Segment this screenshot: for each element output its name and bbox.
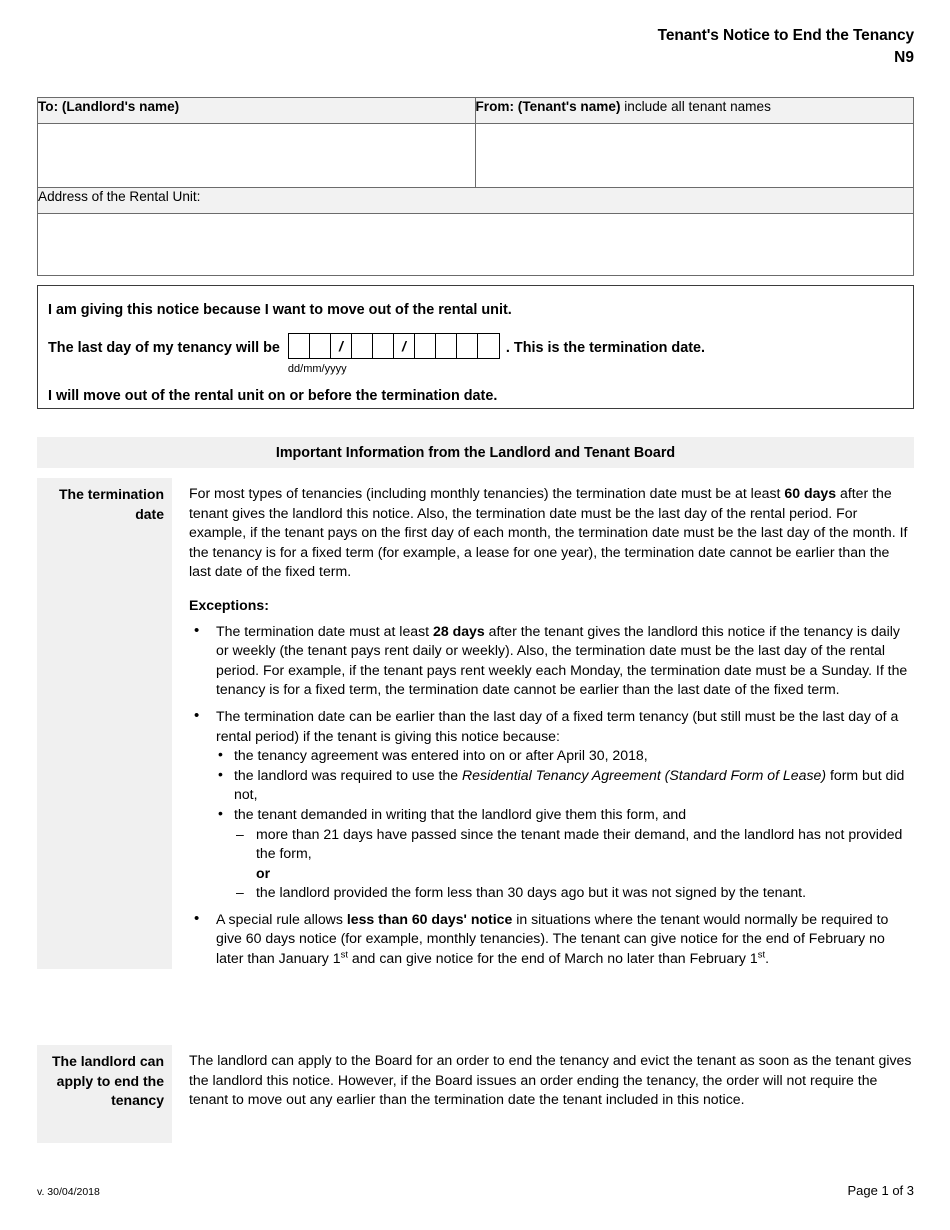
list-item-exception-3: [189, 910, 914, 969]
exception2-dash1-text: more than 21 days have passed since the tenant made their demand, and the landlord has not provided the form,: [256, 825, 903, 862]
termination-p1-bold: 60 days: [784, 485, 837, 501]
tenant-name-label-bold: From: (Tenant's name): [475, 99, 621, 114]
tenant-name-label-rest: include all tenant names: [620, 99, 771, 114]
exception1-t1: The termination date must at least: [216, 622, 433, 639]
list-item-exception-1: [189, 622, 914, 700]
exception1-t2: after the tenant gives the landlord this notice if the tenancy is daily or weekly (the tenant pays rent daily or weekly). Also, the termination date must be the last day of the rental period. For example, if the tenant pays rent weekly each Monday, the termination date must be a Sunday. If the tenancy is for a fixed term, the termination date cannot be earlier than the last date of the fixed term.: [216, 622, 908, 698]
notice-reason-line: I am giving this notice because I want to move out of the rental unit.: [48, 302, 512, 318]
exception3-sup-2: st: [757, 949, 766, 961]
list-item-exception2-sub-2: [216, 766, 914, 805]
date-year-cell-1[interactable]: [415, 334, 436, 358]
footer-page-number: Page 1 of 3: [847, 1183, 914, 1198]
date-day-cell-2[interactable]: [310, 334, 331, 358]
date-separator-1: /: [331, 334, 352, 358]
rental-address-field[interactable]: [38, 214, 914, 276]
exception1-bold: 28 days: [433, 622, 485, 639]
list-item-exception2-dash-1: [234, 825, 914, 884]
important-information-banner: Important Information from the Landlord and Tenant Board: [37, 437, 914, 468]
parties-table: [37, 97, 914, 276]
page-footer: [37, 1183, 914, 1198]
document-header: [658, 26, 914, 68]
tenant-name-label: [475, 98, 914, 124]
landlord-name-label-bold: To: (Landlord's name): [38, 99, 180, 114]
termination-date-row: [48, 333, 901, 377]
termination-date-input-group[interactable]: [288, 333, 500, 377]
exception2-sublist: [216, 746, 914, 903]
table-row-names-header: [38, 98, 914, 124]
exception3-t2: in situations where the tenant would normally be required to give 60 days notice (for example, monthly tenancies). The tenant can give notice for the end of February no later than January 1: [216, 910, 889, 967]
tenant-name-field[interactable]: [475, 124, 914, 188]
exceptions-list: [189, 622, 914, 969]
date-separator-2: /: [394, 334, 415, 358]
date-month-cell-1[interactable]: [352, 334, 373, 358]
section-landlord-apply: [37, 1045, 914, 1143]
exception3-bold: less than 60 days' notice: [346, 910, 513, 927]
date-year-cell-2[interactable]: [436, 334, 457, 358]
notice-statement-box: [37, 285, 914, 409]
termination-main-paragraph: [189, 484, 914, 582]
termination-date-boxes[interactable]: [288, 333, 500, 359]
exception2-sub2-t2: form but did not,: [234, 766, 905, 803]
termination-p1: For most types of tenancies (including monthly tenancies) the termination date must be at least: [189, 485, 785, 501]
exception3-t1: A special rule allows: [216, 910, 347, 927]
last-day-label: The last day of my tenancy will be: [48, 340, 280, 356]
table-row-address-input: [38, 214, 914, 276]
landlord-name-label: [38, 98, 476, 124]
date-year-cell-4[interactable]: [478, 334, 499, 358]
exception2-dash-list: [234, 825, 914, 903]
date-month-cell-2[interactable]: [373, 334, 394, 358]
exception2-or-word: or: [256, 864, 271, 881]
section-termination-date-label: The termination date: [37, 478, 172, 969]
termination-p2: after the tenant gives the landlord this notice. Also, the termination date must be the last day of the rental period. For example, if the tenant pays on the first day of each month, the termination date must be the last day of the month. If the tenancy is for a fixed term (for example, a lease for one year), the termination date cannot be earlier than the last date of the fixed term.: [189, 485, 908, 580]
exception3-sup-1: st: [340, 949, 348, 961]
rental-address-label: Address of the Rental Unit:: [38, 188, 914, 214]
footer-version: v. 30/04/2018: [37, 1186, 100, 1198]
section-landlord-apply-label: The landlord can apply to end the tenancy: [37, 1045, 172, 1143]
exception3-t4: .: [765, 950, 770, 967]
exception3-t3: and can give notice for the end of March no later than February 1: [347, 950, 758, 967]
section-termination-date-body: [172, 478, 914, 969]
landlord-apply-paragraph: The landlord can apply to the Board for an order to end the tenancy and evict the tenant as soon as the tenant gives the landlord this notice. However, if the Board issues an order ending the tenancy, the order will not require the tenant to move out any earlier than the termination date the tenant included in this notice.: [189, 1052, 912, 1108]
section-landlord-apply-body: [172, 1045, 914, 1143]
list-item-exception2-dash-2: – the landlord provided the form less than 30 days ago but it was not signed by the tenant.: [234, 883, 914, 903]
table-row-address-header: [38, 188, 914, 214]
form-code: N9: [894, 49, 914, 66]
exception2-intro: The termination date can be earlier than the last day of a fixed term tenancy (but still must be the last day of a rental period) if the tenant is giving this notice because:: [216, 707, 899, 744]
exception2-sub2-italic: Residential Tenancy Agreement (Standard Form of Lease): [462, 766, 827, 783]
table-row-names-input: [38, 124, 914, 188]
move-out-line: I will move out of the rental unit on or before the termination date.: [48, 388, 498, 404]
date-format-hint: dd/mm/yyyy: [287, 363, 347, 375]
section-termination-date: [37, 478, 914, 969]
termination-date-suffix: . This is the termination date.: [505, 340, 706, 356]
exception2-sub3-text: the tenant demanded in writing that the landlord give them this form, and: [234, 805, 687, 822]
exception2-sub2-t1: the landlord was required to use the: [234, 766, 462, 783]
exceptions-heading: Exceptions:: [189, 596, 269, 613]
list-item-exception2-sub-1: • the tenancy agreement was entered into on or after April 30, 2018,: [216, 746, 914, 766]
landlord-name-field[interactable]: [38, 124, 476, 188]
list-item-exception2-sub-3: [216, 805, 914, 903]
date-day-cell-1[interactable]: [289, 334, 310, 358]
date-year-cell-3[interactable]: [457, 334, 478, 358]
page-title: Tenant's Notice to End the Tenancy: [657, 27, 914, 44]
list-item-exception-2: [189, 707, 914, 903]
